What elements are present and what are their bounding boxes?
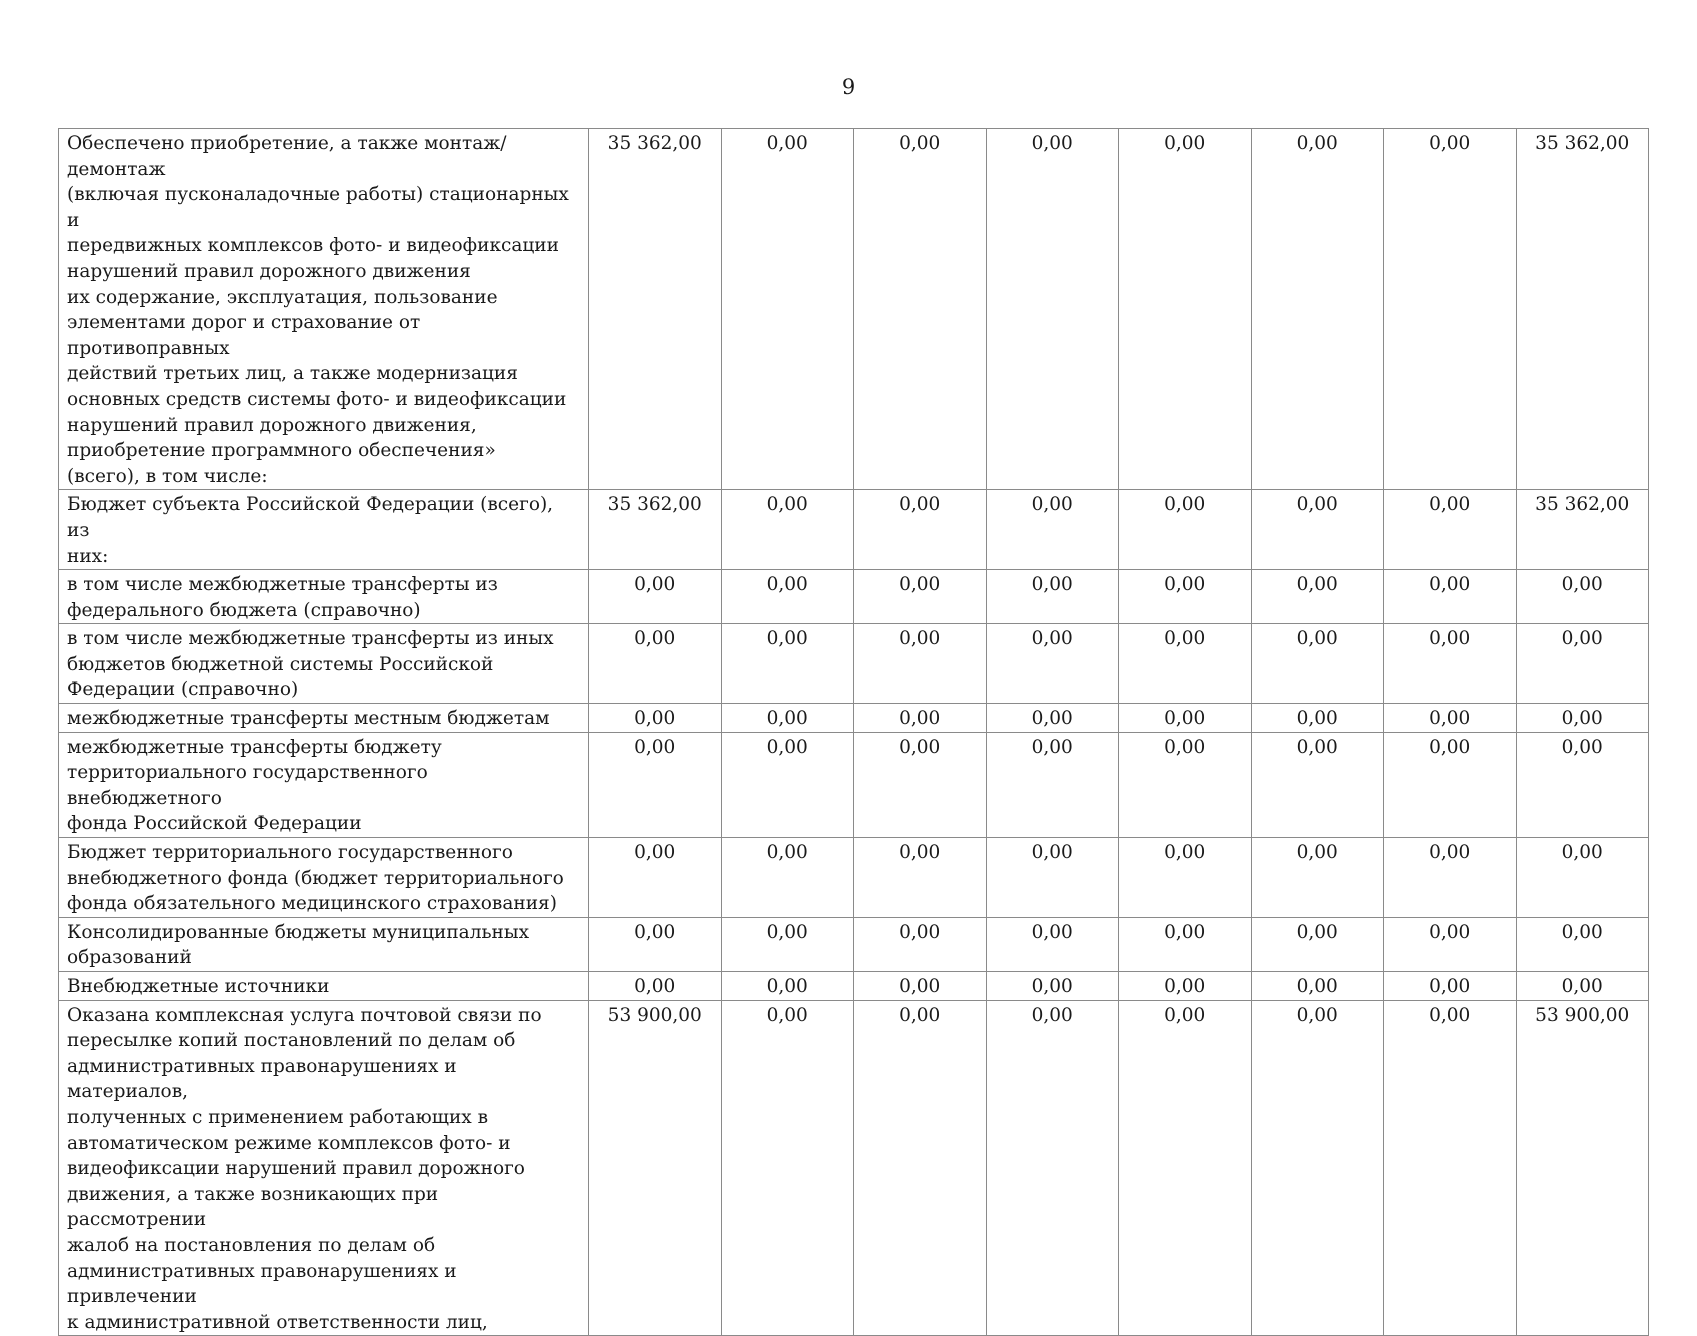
row-label: в том числе межбюджетные трансферты из федерального бюджета (справочно) bbox=[59, 570, 589, 624]
value-cell: 0,00 bbox=[854, 704, 987, 733]
value-cell: 0,00 bbox=[854, 838, 987, 918]
value-cell: 0,00 bbox=[1384, 1000, 1517, 1336]
value-cell: 0,00 bbox=[1384, 704, 1517, 733]
value-cell: 0,00 bbox=[986, 838, 1119, 918]
value-cell: 0,00 bbox=[1119, 972, 1252, 1001]
value-cell: 0,00 bbox=[721, 917, 854, 971]
value-cell: 0,00 bbox=[854, 1000, 987, 1336]
total-cell: 0,00 bbox=[1516, 917, 1649, 971]
value-cell: 0,00 bbox=[589, 972, 722, 1001]
total-cell: 35 362,00 bbox=[1516, 129, 1649, 490]
value-cell: 0,00 bbox=[1384, 917, 1517, 971]
page-number: 9 bbox=[841, 75, 856, 99]
value-cell: 0,00 bbox=[1384, 732, 1517, 837]
value-cell: 0,00 bbox=[1251, 129, 1384, 490]
value-cell: 0,00 bbox=[1251, 838, 1384, 918]
total-cell: 53 900,00 bbox=[1516, 1000, 1649, 1336]
value-cell: 0,00 bbox=[1119, 838, 1252, 918]
value-cell: 0,00 bbox=[1119, 917, 1252, 971]
table-row bbox=[59, 129, 1649, 490]
value-cell: 0,00 bbox=[721, 624, 854, 704]
table-row bbox=[59, 972, 1649, 1001]
value-cell: 35 362,00 bbox=[589, 129, 722, 490]
table-row bbox=[59, 1000, 1649, 1336]
row-label: Консолидированные бюджеты муниципальных образований bbox=[59, 917, 589, 971]
value-cell: 0,00 bbox=[721, 732, 854, 837]
value-cell: 0,00 bbox=[1251, 1000, 1384, 1336]
value-cell: 0,00 bbox=[854, 732, 987, 837]
value-cell: 0,00 bbox=[986, 917, 1119, 971]
value-cell: 0,00 bbox=[1384, 490, 1517, 570]
total-cell: 0,00 bbox=[1516, 838, 1649, 918]
value-cell: 53 900,00 bbox=[589, 1000, 722, 1336]
row-label: Бюджет субъекта Российской Федерации (всего), из них: bbox=[59, 490, 589, 570]
value-cell: 0,00 bbox=[1384, 624, 1517, 704]
value-cell: 0,00 bbox=[1119, 490, 1252, 570]
table-row bbox=[59, 624, 1649, 704]
value-cell: 0,00 bbox=[589, 624, 722, 704]
value-cell: 0,00 bbox=[721, 570, 854, 624]
value-cell: 0,00 bbox=[854, 972, 987, 1001]
budget-table-body bbox=[59, 129, 1649, 1336]
value-cell: 0,00 bbox=[1119, 129, 1252, 490]
value-cell: 35 362,00 bbox=[589, 490, 722, 570]
table-row bbox=[59, 570, 1649, 624]
value-cell: 0,00 bbox=[589, 732, 722, 837]
row-label: межбюджетные трансферты местным бюджетам bbox=[59, 704, 589, 733]
value-cell: 0,00 bbox=[1251, 624, 1384, 704]
value-cell: 0,00 bbox=[1384, 570, 1517, 624]
value-cell: 0,00 bbox=[721, 972, 854, 1001]
value-cell: 0,00 bbox=[1119, 624, 1252, 704]
value-cell: 0,00 bbox=[986, 704, 1119, 733]
total-cell: 35 362,00 bbox=[1516, 490, 1649, 570]
value-cell: 0,00 bbox=[721, 490, 854, 570]
value-cell: 0,00 bbox=[986, 1000, 1119, 1336]
table-row bbox=[59, 704, 1649, 733]
value-cell: 0,00 bbox=[986, 972, 1119, 1001]
table-row bbox=[59, 917, 1649, 971]
row-label: Внебюджетные источники bbox=[59, 972, 589, 1001]
total-cell: 0,00 bbox=[1516, 570, 1649, 624]
total-cell: 0,00 bbox=[1516, 704, 1649, 733]
value-cell: 0,00 bbox=[721, 1000, 854, 1336]
value-cell: 0,00 bbox=[589, 838, 722, 918]
row-label: Бюджет территориального государственного внебюджетного фонда (бюджет территориального фонда обязательного медицинского страхования) bbox=[59, 838, 589, 918]
value-cell: 0,00 bbox=[1384, 972, 1517, 1001]
value-cell: 0,00 bbox=[1119, 570, 1252, 624]
value-cell: 0,00 bbox=[1384, 838, 1517, 918]
total-cell: 0,00 bbox=[1516, 972, 1649, 1001]
value-cell: 0,00 bbox=[1251, 570, 1384, 624]
row-label: Оказана комплексная услуга почтовой связи по пересылке копий постановлений по делам об административных правонарушениях и материалов, полученных с применением работающих в автоматическом режиме комплексов фото- и видеофиксации нарушений правил дорожного движения, а также возникающих при рассмотрении жалоб на постановления по делам об административных правонарушениях и привлечении к административной ответственности лиц, bbox=[59, 1000, 589, 1336]
value-cell: 0,00 bbox=[1384, 129, 1517, 490]
value-cell: 0,00 bbox=[854, 129, 987, 490]
value-cell: 0,00 bbox=[1251, 972, 1384, 1001]
value-cell: 0,00 bbox=[986, 624, 1119, 704]
value-cell: 0,00 bbox=[1251, 704, 1384, 733]
row-label: межбюджетные трансферты бюджету территориального государственного внебюджетного фонда Российской Федерации bbox=[59, 732, 589, 837]
total-cell: 0,00 bbox=[1516, 732, 1649, 837]
value-cell: 0,00 bbox=[986, 732, 1119, 837]
table-row bbox=[59, 838, 1649, 918]
value-cell: 0,00 bbox=[1251, 732, 1384, 837]
value-cell: 0,00 bbox=[986, 490, 1119, 570]
value-cell: 0,00 bbox=[986, 570, 1119, 624]
value-cell: 0,00 bbox=[1251, 490, 1384, 570]
value-cell: 0,00 bbox=[589, 570, 722, 624]
value-cell: 0,00 bbox=[589, 704, 722, 733]
budget-table bbox=[58, 128, 1649, 1336]
value-cell: 0,00 bbox=[986, 129, 1119, 490]
table-row bbox=[59, 732, 1649, 837]
value-cell: 0,00 bbox=[854, 490, 987, 570]
value-cell: 0,00 bbox=[1119, 704, 1252, 733]
value-cell: 0,00 bbox=[1119, 732, 1252, 837]
value-cell: 0,00 bbox=[1251, 917, 1384, 971]
value-cell: 0,00 bbox=[854, 624, 987, 704]
value-cell: 0,00 bbox=[721, 838, 854, 918]
value-cell: 0,00 bbox=[721, 704, 854, 733]
value-cell: 0,00 bbox=[854, 570, 987, 624]
value-cell: 0,00 bbox=[721, 129, 854, 490]
value-cell: 0,00 bbox=[854, 917, 987, 971]
total-cell: 0,00 bbox=[1516, 624, 1649, 704]
table-row bbox=[59, 490, 1649, 570]
row-label: Обеспечено приобретение, а также монтаж/демонтаж (включая пусконаладочные работы) стационарных и передвижных комплексов фото- и видеофиксации нарушений правил дорожного движения их содержание, эксплуатация, пользование элементами дорог и страхование от противоправных действий третьих лиц, а также модернизация основных средств системы фото- и видеофиксации нарушений правил дорожного движения, приобретение программного обеспечения» (всего), в том числе: bbox=[59, 129, 589, 490]
value-cell: 0,00 bbox=[589, 917, 722, 971]
row-label: в том числе межбюджетные трансферты из иных бюджетов бюджетной системы Российской Федерации (справочно) bbox=[59, 624, 589, 704]
value-cell: 0,00 bbox=[1119, 1000, 1252, 1336]
